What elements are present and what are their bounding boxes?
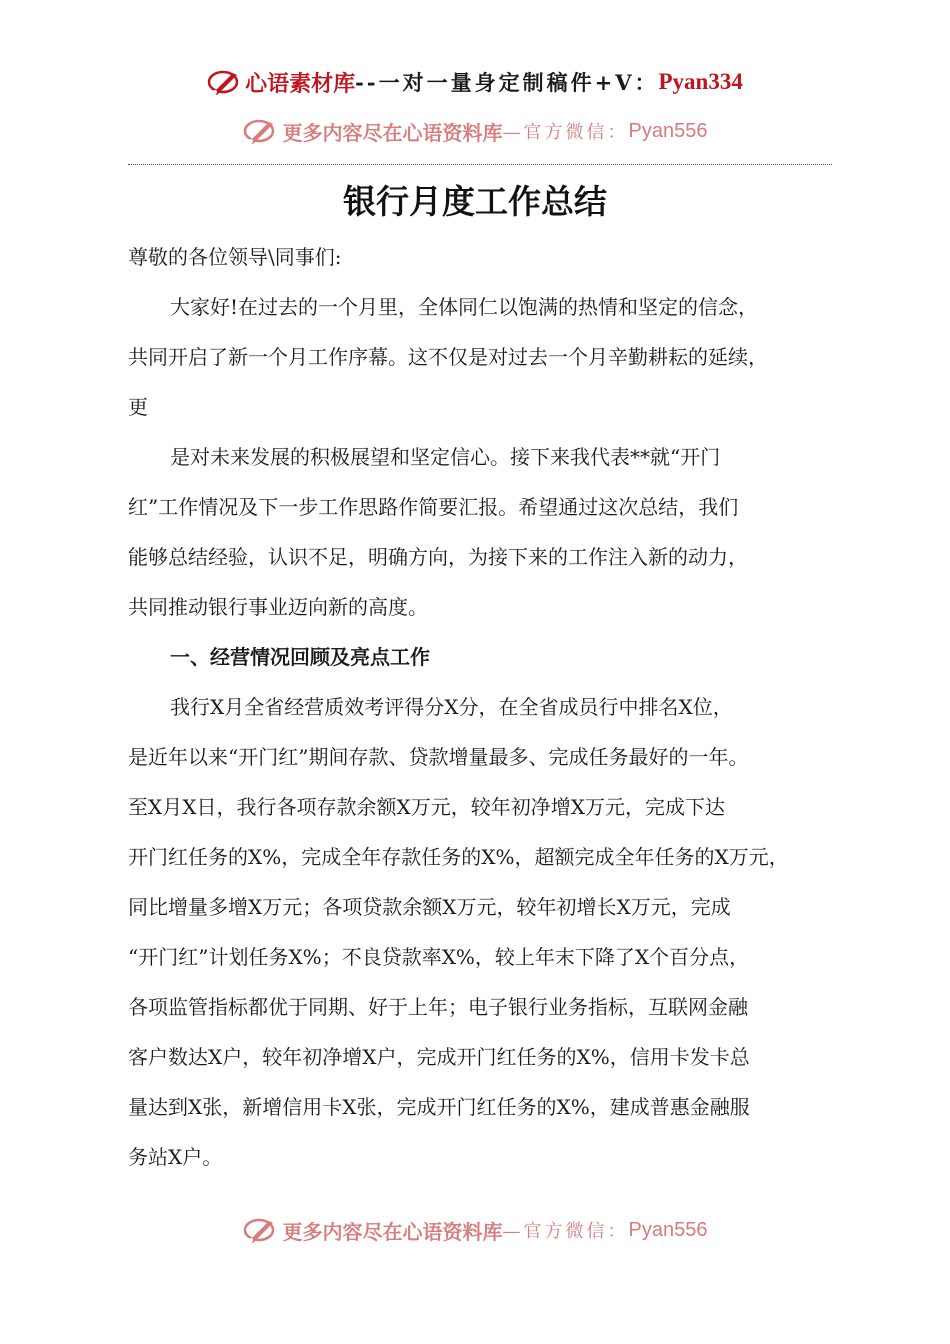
paragraph-line: 是对未来发展的积极展望和坚定信心。接下来我代表**就“开门 [170,445,721,469]
pen-watermark-icon [243,1215,279,1245]
header-watermark [0,113,950,149]
header-divider [128,164,832,165]
paragraph-line: 是近年以来“开门红”期间存款、贷款增量最多、完成任务最好的一年。 [128,745,749,769]
paragraph-3 [128,682,836,1182]
paragraph-2 [128,432,836,632]
footer-wechat-id: Pyan556 [628,1218,708,1241]
paragraph-line: 客户数达X户，较年初净增X户，完成开门红任务的X%，信用卡发卡总 [128,1045,750,1069]
paragraph-line: 更 [128,395,148,419]
paragraph-line: 我行X月全省经营质效考评得分X分，在全省成员行中排名X位， [170,695,733,719]
salutation: 尊敬的各位领导\同事们: [128,245,342,269]
paragraph-line: 至X月X日，我行各项存款余额X万元，较年初净增X万元，完成下达 [128,795,725,819]
paragraph-line: 共同推动银行事业迈向新的高度。 [128,595,428,619]
paragraph-1 [128,282,836,432]
paragraph-line: 能够总结经验，认识不足，明确方向，为接下来的工作注入新的动力， [128,545,748,569]
paragraph-line: 大家好!在过去的一个月里，全体同仁以饱满的热情和坚定的信念， [170,295,759,319]
watermark-text: 更多内容尽在心语资料库 [282,120,503,145]
footer-watermark [0,1212,950,1248]
paragraph-line: 红”工作情况及下一步工作思路作简要汇报。希望通过这次总结，我们 [128,495,739,519]
paragraph-line: 同比增量多增X万元；各项贷款余额X万元，较年初增长X万元，完成 [128,895,731,919]
slogan-text: --一对一量身定制稿件+V： [355,70,659,95]
footer-wechat-label: —官方微信： [502,1221,629,1242]
footer-watermark-text: 更多内容尽在心语资料库 [282,1219,503,1244]
brand-name: 心语素材库 [245,70,356,97]
pen-watermark-icon [243,116,279,146]
wechat-id: Pyan334 [658,69,743,94]
paragraph-line: 共同开启了新一个月工作序幕。这不仅是对过去一个月辛勤耕耘的延续， [128,345,768,369]
paragraph-line: “开门红”计划任务X%；不良贷款率X%，较上年末下降了X个百分点， [128,945,750,969]
watermark-wechat-label: —官方微信： [502,122,629,143]
watermark-wechat-id: Pyan556 [628,119,708,142]
header-banner [0,64,950,100]
paragraph-line: 量达到X张，新增信用卡X张，完成开门红任务的X%，建成普惠金融服 [128,1095,750,1119]
pen-logo-icon [207,67,243,97]
paragraph-line: 各项监管指标都优于同期、好于上年；电子银行业务指标，互联网金融 [128,995,748,1019]
paragraph-line: 开门红任务的X%，完成全年存款任务的X%，超额完成全年任务的X万元， [128,845,789,869]
document-title: 银行月度工作总结 [343,182,607,221]
paragraph-line: 务站X户。 [128,1145,223,1169]
section-heading-1: 一、经营情况回顾及亮点工作 [170,645,430,669]
